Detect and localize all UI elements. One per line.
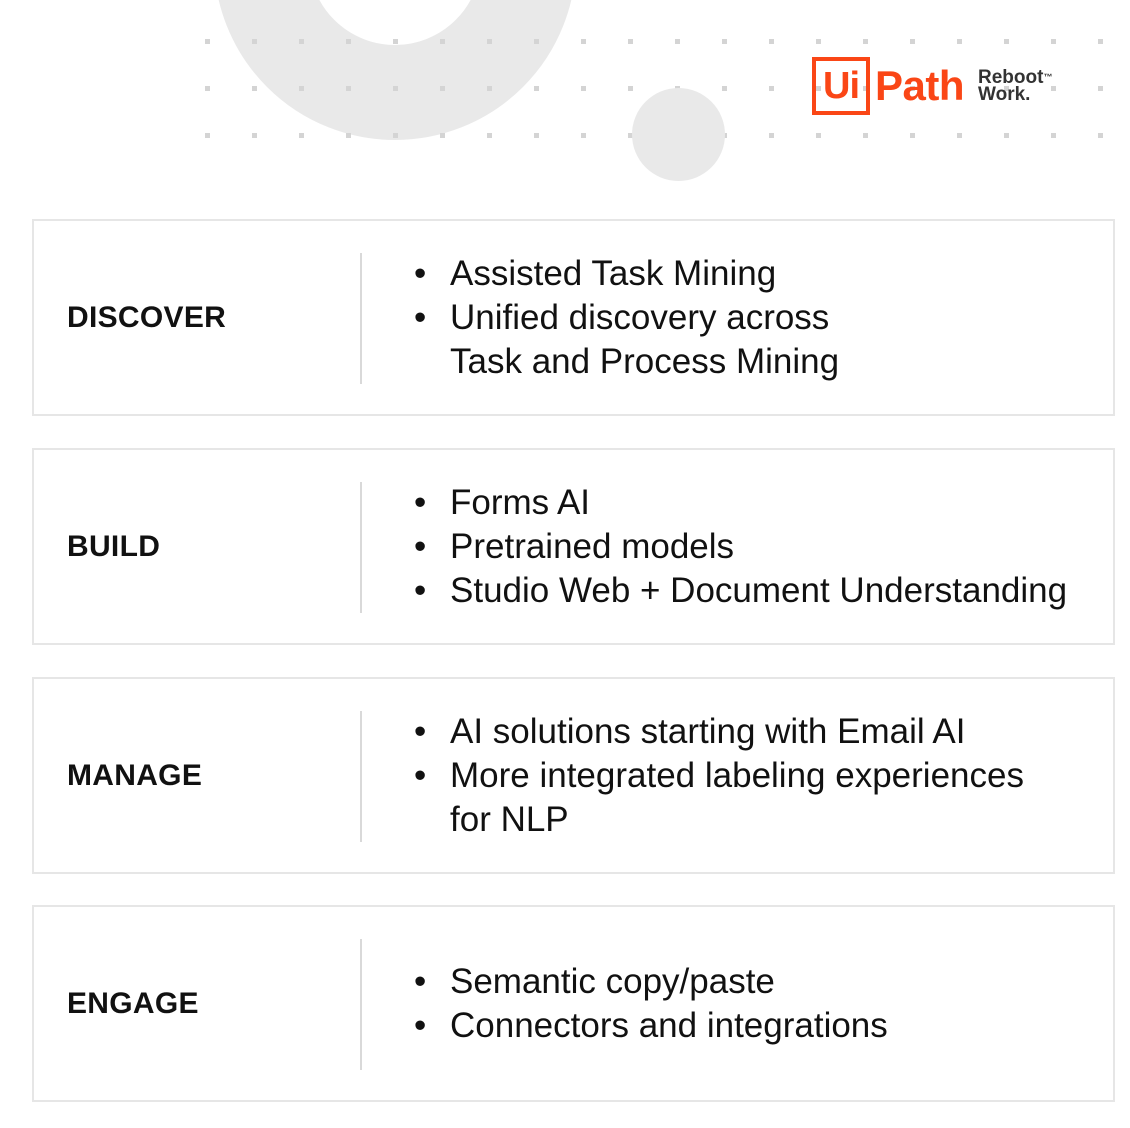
grid-dot [628,86,633,91]
grid-dot [252,86,257,91]
grid-dot [863,133,868,138]
grid-dot [205,39,210,44]
grid-dot [722,86,727,91]
list-item-continuation: for NLP [450,799,569,839]
grid-dot [487,86,492,91]
grid-dot [346,39,351,44]
grid-dot [910,39,915,44]
grid-dot [393,39,398,44]
grid-dot [910,133,915,138]
list-item: • Semantic copy/paste [414,960,888,1004]
grid-dot [440,39,445,44]
grid-dot [534,86,539,91]
row-label: DISCOVER [67,300,227,334]
grid-dot [628,39,633,44]
grid-dot [1004,133,1009,138]
bullet-list [414,450,1067,643]
grid-dot [393,86,398,91]
list-item: • More integrated labeling experiences [414,754,1024,798]
grid-dot [299,133,304,138]
grid-dot [1051,39,1056,44]
grid-dot [769,86,774,91]
row-divider [360,253,362,384]
row-label: MANAGE [67,758,203,792]
grid-dot [957,39,962,44]
grid-dot [299,86,304,91]
grid-dot [769,39,774,44]
bullet-list [414,679,1024,872]
grid-dot [769,133,774,138]
grid-dot [440,133,445,138]
tagline-trademark: ™ [1043,72,1053,82]
list-item: • AI solutions starting with Email AI [414,710,1024,754]
row-label: BUILD [67,529,161,563]
grid-dot [722,39,727,44]
grid-dot [346,133,351,138]
grid-dot [581,133,586,138]
row-build [32,448,1115,645]
row-manage [32,677,1115,874]
grid-dot [534,39,539,44]
grid-dot [346,86,351,91]
grid-dot [1051,133,1056,138]
row-engage [32,905,1115,1102]
grid-dot [581,39,586,44]
tagline-work: Work. [978,84,1031,105]
uipath-logo [812,56,1052,116]
grid-dot [675,39,680,44]
grid-dot [487,133,492,138]
grid-dot [205,133,210,138]
grid-dot [299,39,304,44]
grid-dot [1098,39,1103,44]
logo-ui-box: Ui [812,57,870,115]
grid-dot [487,39,492,44]
decorative-circle [632,88,725,181]
row-discover [32,219,1115,416]
bullet-list [414,907,888,1100]
row-label: ENGAGE [67,986,199,1020]
grid-dot [816,133,821,138]
grid-dot [534,133,539,138]
logo-tagline [978,69,1052,103]
grid-dot [863,39,868,44]
list-item: • Connectors and integrations [414,1004,888,1048]
row-divider [360,482,362,613]
list-item: • Forms AI [414,481,1067,525]
grid-dot [1098,133,1103,138]
list-item: • Assisted Task Mining [414,252,839,296]
list-item: • Unified discovery across [414,296,839,340]
grid-dot [440,86,445,91]
row-divider [360,939,362,1070]
grid-dot [252,39,257,44]
grid-dot [252,133,257,138]
bullet-list [414,221,839,414]
grid-dot [816,39,821,44]
tagline-reboot: Reboot [978,67,1044,88]
grid-dot [1004,39,1009,44]
list-item: • Studio Web + Document Understanding [414,569,1067,613]
grid-dot [957,133,962,138]
list-item: • Pretrained models [414,525,1067,569]
grid-dot [205,86,210,91]
grid-dot [1098,86,1103,91]
grid-dot [393,133,398,138]
row-divider [360,711,362,842]
logo-path-word: Path [875,62,965,109]
list-item-continuation: Task and Process Mining [450,341,840,381]
grid-dot [581,86,586,91]
